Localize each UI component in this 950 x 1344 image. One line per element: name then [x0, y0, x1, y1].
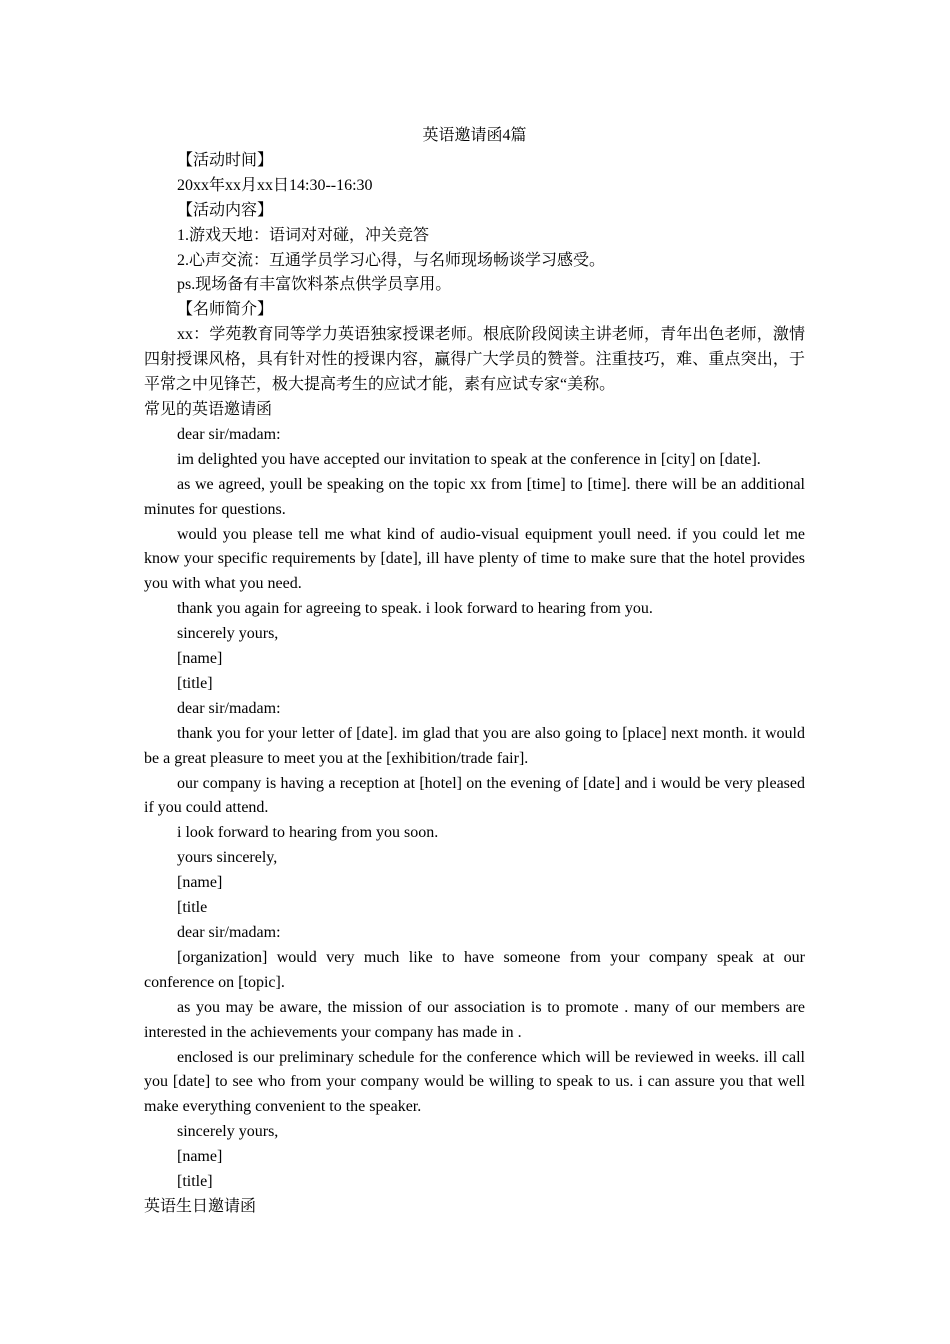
body-paragraph: as we agreed, youll be speaking on the topic xx from [time] to [time]. there will be an additional minutes for questions.	[144, 475, 805, 518]
body-paragraph: dear sir/madam:	[177, 425, 281, 443]
body-paragraph: sincerely yours,	[177, 1123, 279, 1141]
body-paragraph: [title	[177, 899, 208, 917]
body-paragraph: thank you for your letter of [date]. im glad that you are also going to [place] next month. it would be a great pleasure to meet you at the [exhibition/trade fair].	[144, 724, 805, 767]
body-paragraph: [name]	[177, 1148, 223, 1166]
body-paragraph: i look forward to hearing from you soon.	[177, 824, 439, 842]
body-paragraph: as you may be aware, the mission of our association is to promote . many of our members are interested in the achievements your company has made in .	[144, 998, 805, 1041]
body-paragraph: thank you again for agreeing to speak. i look forward to hearing from you.	[177, 600, 653, 618]
body-paragraph: dear sir/madam:	[177, 699, 281, 717]
body-paragraph: yours sincerely,	[177, 849, 278, 867]
body-paragraph: 【活动内容】	[177, 201, 274, 219]
body-paragraph: 20xx年xx月xx日14:30--16:30	[177, 176, 373, 194]
body-paragraph: [title]	[177, 1173, 213, 1191]
body-paragraph: our company is having a reception at [hotel] on the evening of [date] and i would be very pleased if you could attend.	[144, 774, 805, 817]
section-heading: 常见的英语邀请函	[144, 400, 273, 418]
body-paragraph: would you please tell me what kind of audio-visual equipment youll need. if you could let me know your specific requirements by [date], ill have plenty of time to make sure that the hotel provides you with what you need.	[144, 525, 805, 593]
body-paragraph: [name]	[177, 874, 223, 892]
body-paragraph: [title]	[177, 674, 213, 692]
body-paragraph: [organization] would very much like to have someone from your company speak at our conference on [topic].	[144, 948, 805, 991]
section-heading: 英语生日邀请函	[144, 1197, 257, 1215]
body-paragraph: sincerely yours,	[177, 625, 279, 643]
body-paragraph: 1.游戏天地：语词对对碰，冲关竞答	[177, 226, 430, 244]
body-paragraph: 【名师简介】	[177, 301, 274, 319]
body-paragraph: xx：学苑教育同等学力英语独家授课老师。根底阶段阅读主讲老师，青年出色老师，激情四射授课风格，具有针对性的授课内容，赢得广大学员的赞誉。注重技巧，难、重点突出，于平常之中见锋芒，极大提高考生的应试才能，素有应试专家“美称。	[144, 326, 805, 394]
body-paragraph: ps.现场备有丰富饮料茶点供学员享用。	[177, 276, 452, 294]
body-paragraph: 2.心声交流：互通学员学习心得，与名师现场畅谈学习感受。	[177, 251, 606, 269]
document-body	[144, 149, 805, 1220]
body-paragraph: [name]	[177, 650, 223, 668]
document-title: 英语邀请函4篇	[422, 127, 527, 144]
document-page	[144, 124, 805, 1220]
body-paragraph: 【活动时间】	[177, 151, 274, 169]
body-paragraph: enclosed is our preliminary schedule for the conference which will be reviewed in weeks. ill call you [date] to see who from your company would be willing to speak to us. i can assure you that well make everything convenient to the speaker.	[144, 1048, 805, 1116]
body-paragraph: im delighted you have accepted our invitation to speak at the conference in [city] on [date].	[177, 450, 761, 468]
body-paragraph: dear sir/madam:	[177, 924, 281, 941]
